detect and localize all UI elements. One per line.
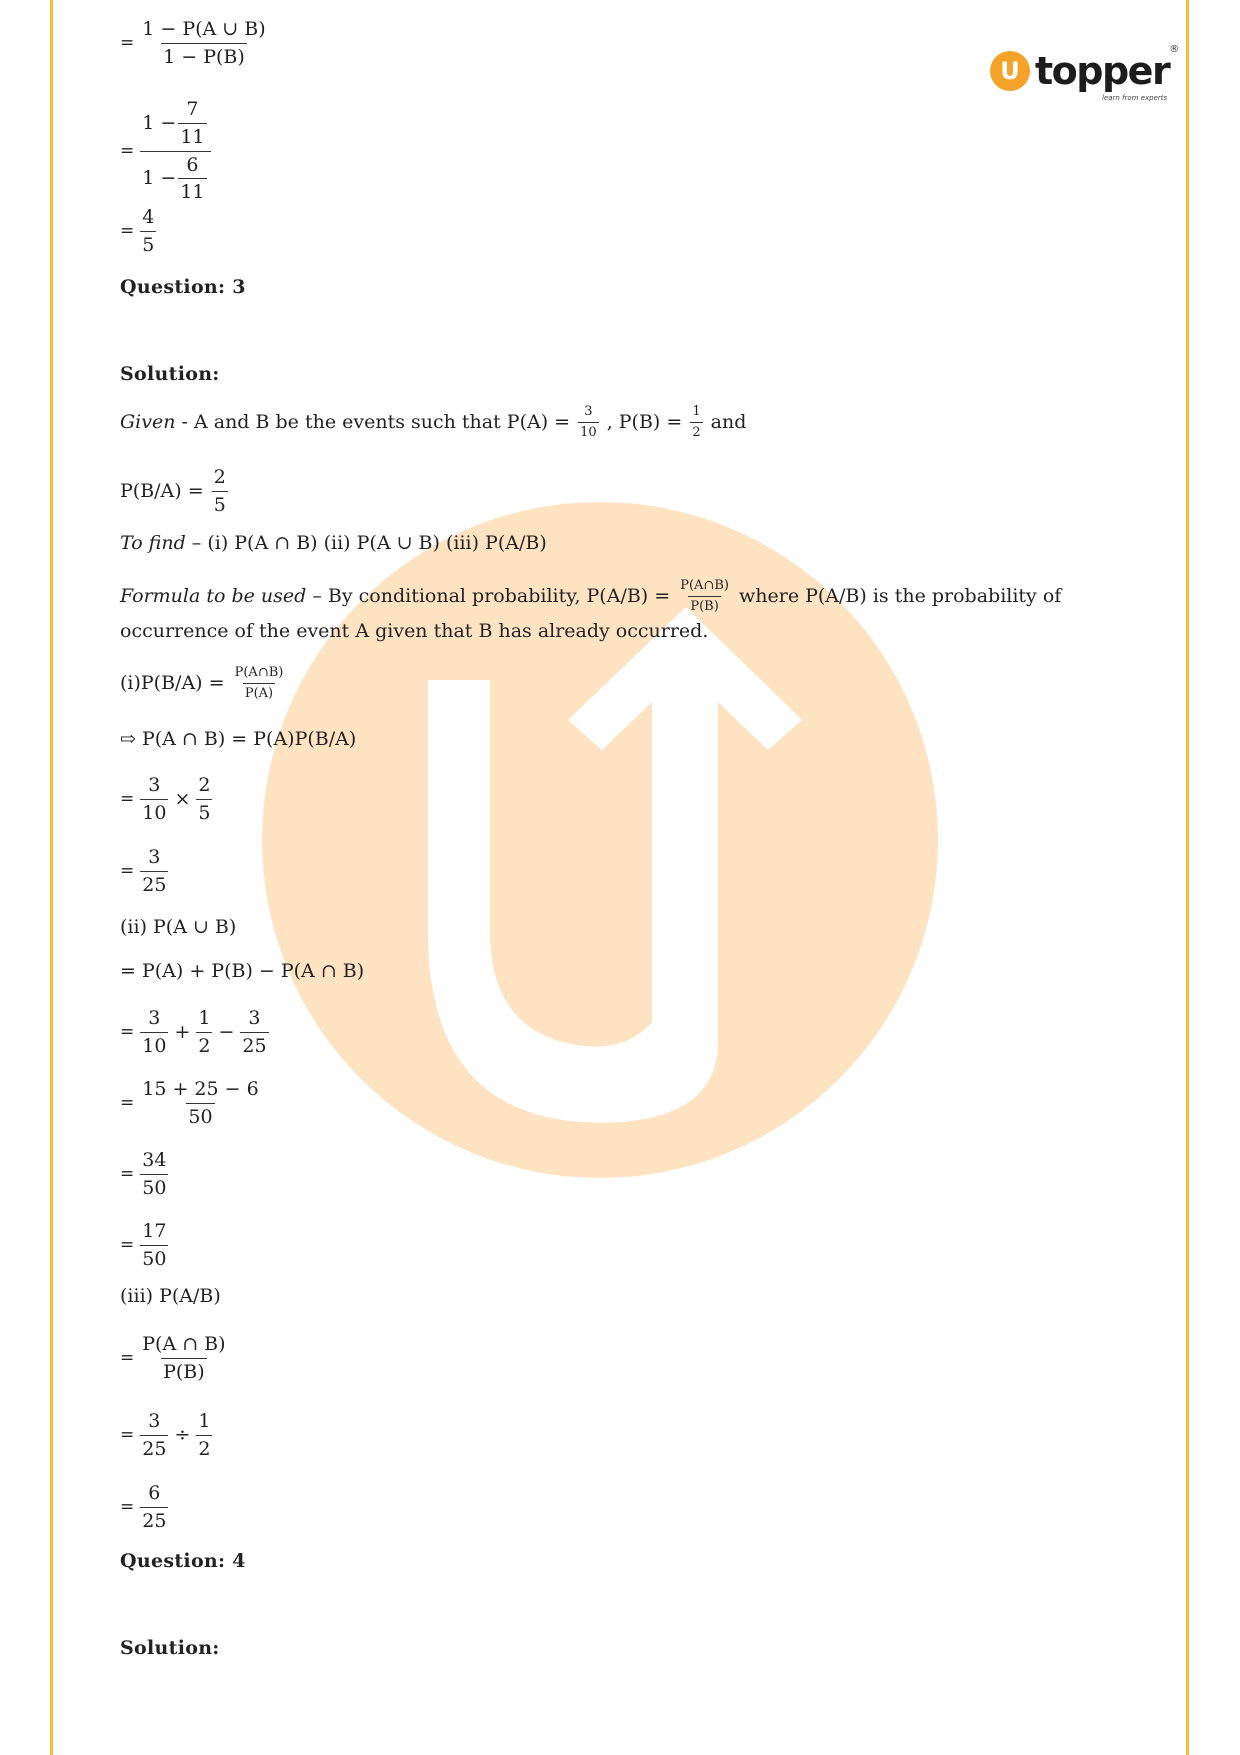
part-i-formula: (i)P(B/A) = $\frac{P(A\cap B)}{P(A)}$: [120, 665, 284, 701]
page-border-left: [50, 0, 53, 1755]
fraction: $\frac{1}{2}$: [198, 1007, 211, 1057]
fraction: $\frac{34}{50}$: [142, 1149, 167, 1199]
given-line: Given - A and B be the events such that P(A) = $\frac{3}{10}$ , P(B) = $\frac{1}{2}$ and: [120, 404, 747, 440]
fraction: $\frac{17}{50}$: [142, 1220, 167, 1270]
fraction: $\frac{P(A\cap B)}{P(A)}$: [234, 665, 284, 701]
compound-fraction: 1 − $\frac{7}{11}$ 1 − $\frac{6}{11}$: [140, 98, 210, 204]
fraction: $\frac{1}{2}$: [692, 404, 701, 440]
fraction: $\frac{4}{5}$: [142, 206, 155, 256]
fraction: $\frac{6}{25}$: [142, 1482, 167, 1532]
fraction: $\frac{3}{25}$: [242, 1007, 267, 1057]
equation-line: = $\frac{6}{25}$: [120, 1482, 167, 1532]
fraction: $\frac{1}{2}$: [198, 1410, 211, 1460]
equation-line: = $\frac{17}{50}$: [120, 1220, 167, 1270]
part-ii-expansion: = P(A) + P(B) − P(A ∩ B): [120, 960, 365, 982]
part-iii-label: (iii) P(A/B): [120, 1285, 221, 1307]
fraction: $\frac{3}{10}$: [142, 1007, 167, 1057]
topper-logo-badge: U: [990, 51, 1030, 91]
equation-line: = $\frac{15 + 25 - 6}{50}$: [120, 1078, 259, 1128]
equation-line: = $\frac{3}{25}$ ÷ $\frac{1}{2}$: [120, 1410, 211, 1460]
to-find-line: To find – (i) P(A ∩ B) (ii) P(A ∪ B) (iii) P(A/B): [120, 532, 547, 554]
logo-tagline: learn from experts: [1101, 94, 1168, 102]
equation-line: = $\frac{3}{25}$: [120, 846, 167, 896]
fraction: $\frac{P(A \cap B)}{P(B)}$: [142, 1333, 226, 1383]
fraction: $\frac{3}{10}$: [142, 774, 167, 824]
equation-line: = $\frac{3}{10}$ × $\frac{2}{5}$: [120, 774, 211, 824]
question-heading: Question: 4: [120, 1550, 246, 1572]
fraction: $\frac{2}{5}$: [198, 774, 211, 824]
question-heading: Question: 3: [120, 276, 246, 298]
fraction: $\frac{2}{5}$: [213, 466, 226, 516]
formula-line: Formula to be used – By conditional probability, P(A/B) = $\frac{P(A\cap B)}{P(B)}$ where P(A/B) is the probability of: [120, 578, 1062, 614]
fraction: $\frac{3}{25}$: [142, 846, 167, 896]
equation-line: = $\frac{P(A \cap B)}{P(B)}$: [120, 1333, 226, 1383]
part-ii-label: (ii) P(A ∪ B): [120, 916, 237, 938]
given-pba-line: P(B/A) = $\frac{2}{5}$: [120, 466, 226, 516]
fraction: $\frac{6}{11}$: [180, 153, 205, 204]
equation-line: = $\frac{4}{5}$: [120, 206, 155, 256]
fraction: $\frac{1 - P(A \cup B)}{1 - P(B)}$: [142, 18, 266, 68]
topper-logo-word: topper: [1035, 49, 1170, 93]
equation-line: = $\frac{1 - P(A \cup B)}{1 - P(B)}$: [120, 18, 266, 68]
fraction: $\frac{3}{10}$: [580, 404, 597, 440]
formula-line-2: occurrence of the event A given that B has already occurred.: [120, 620, 709, 642]
fraction: $\frac{7}{11}$: [180, 98, 205, 148]
solution-heading: Solution:: [120, 363, 220, 385]
page-border-right: [1186, 0, 1189, 1755]
equation-line: = $\frac{34}{50}$: [120, 1149, 167, 1199]
part-i-implication: ⇨ P(A ∩ B) = P(A)P(B/A): [120, 728, 357, 750]
fraction: $\frac{3}{25}$: [142, 1410, 167, 1460]
solution-heading: Solution:: [120, 1637, 220, 1659]
registered-mark: ®: [1169, 44, 1180, 55]
fraction: $\frac{15 + 25 - 6}{50}$: [142, 1078, 259, 1128]
topper-logo: [990, 44, 1180, 102]
equation-line: = $\frac{3}{10}$ + $\frac{1}{2}$ − $\frac{3}{25}$: [120, 1007, 267, 1057]
equation-line: = 1 − $\frac{7}{11}$ 1 − $\frac{6}{11}$: [120, 98, 213, 204]
fraction: $\frac{P(A\cap B)}{P(B)}$: [680, 578, 729, 614]
